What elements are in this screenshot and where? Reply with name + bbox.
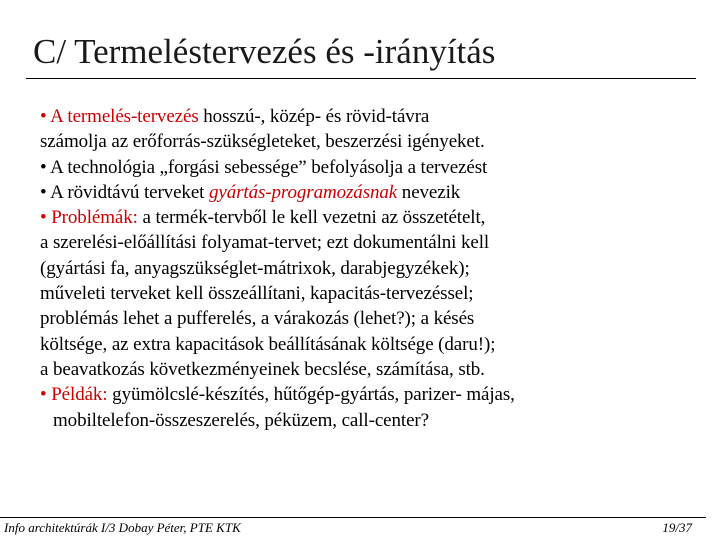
body-line-12 bbox=[40, 382, 700, 407]
bullet: • bbox=[40, 207, 47, 229]
text: hosszú-, közép- és rövid-távra bbox=[198, 106, 430, 127]
text: a termék-tervből le kell vezetni az összetételt, bbox=[137, 207, 486, 229]
body-line-5 bbox=[40, 205, 700, 230]
body-line-7: (gyártási fa, anyagszükséglet-mátrixok, darabjegyzékek); bbox=[40, 257, 470, 279]
slide-title: C/ Termeléstervezés és -irányítás bbox=[33, 32, 496, 71]
page-number: 19/37 bbox=[662, 520, 692, 535]
text: nevezik bbox=[397, 181, 461, 203]
bullet: • bbox=[40, 106, 47, 127]
body-line-8: műveleti terveket kell összeállítani, kapacitás-tervezéssel; bbox=[40, 283, 474, 305]
title-underline bbox=[26, 78, 696, 79]
body-line-9: problémás lehet a pufferelés, a várakozás (lehet?); a késés bbox=[40, 308, 475, 330]
body-line-11: a beavatkozás következményeinek becslése, számítása, stb. bbox=[40, 358, 485, 380]
body-line-10: költsége, az extra kapacitások beállításának költsége (daru!); bbox=[40, 333, 496, 355]
body-line-13: mobiltelefon-összeszerelés, péküzem, call-center? bbox=[53, 409, 429, 431]
highlight-programming: gyártás-programozásnak bbox=[208, 181, 398, 203]
text: gyümölcslé-készítés, hűtőgép-gyártás, parizer- májas, bbox=[107, 384, 515, 406]
body-line-2: számolja az erőforrás-szükségleteket, beszerzési igényeket. bbox=[40, 131, 485, 153]
highlight-problems: Problémák: bbox=[46, 207, 138, 229]
text: • A rövidtávú terveket bbox=[40, 181, 209, 203]
bullet: • bbox=[40, 384, 47, 406]
highlight-planning: A termelés-tervezés bbox=[50, 106, 199, 127]
body-line-1 bbox=[40, 104, 700, 129]
body-line-6: a szerelési-előállítási folyamat-tervet; ezt dokumentálni kell bbox=[40, 232, 490, 254]
footer-source: Info architektúrák I/3 Dobay Péter, PTE KTK bbox=[4, 520, 241, 535]
body-line-3: • A technológia „forgási sebessége” befolyásolja a tervezést bbox=[40, 156, 488, 178]
footer-rule bbox=[0, 517, 706, 518]
slide-body bbox=[40, 104, 700, 433]
highlight-examples: Példák: bbox=[46, 384, 108, 406]
body-line-4 bbox=[40, 180, 700, 205]
